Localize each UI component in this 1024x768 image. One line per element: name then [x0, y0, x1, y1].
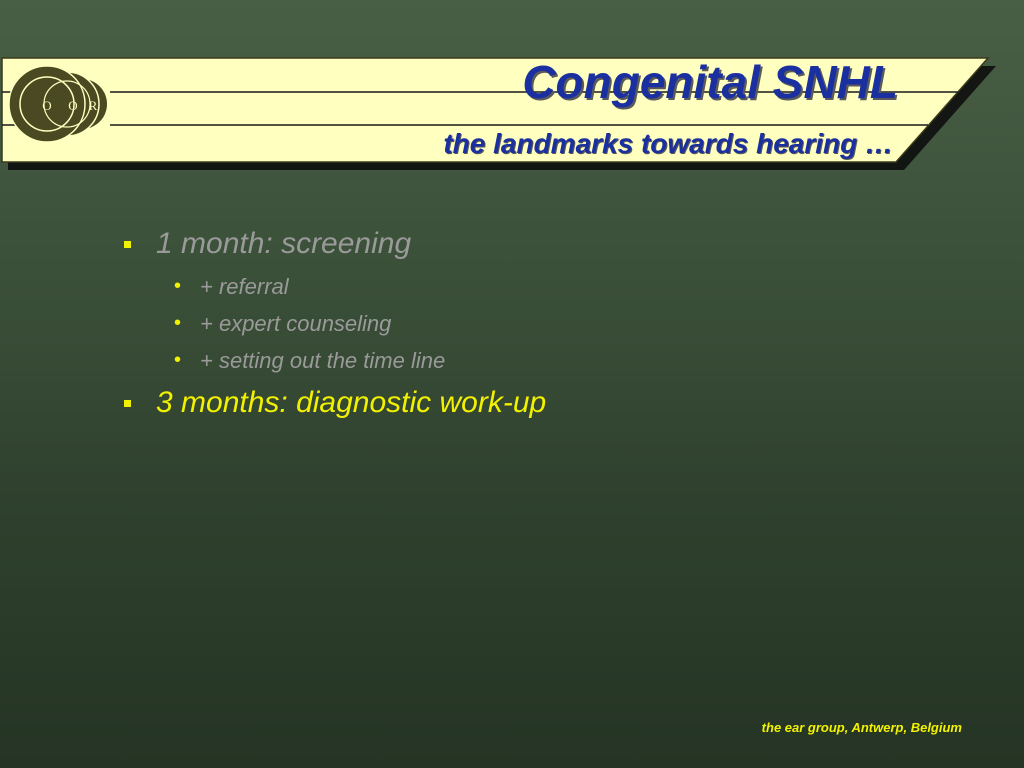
dot-bullet-icon: •	[174, 275, 182, 297]
bullet-list	[120, 222, 546, 425]
logo-letter-2: O	[68, 98, 78, 113]
dot-bullet-icon: •	[174, 312, 182, 334]
sub-bullet-item	[156, 268, 546, 305]
bullet-text: 1 month: screening	[156, 227, 412, 260]
sub-bullet-text: + referral	[200, 274, 289, 299]
bullet-item	[120, 222, 546, 379]
slide-title: Congenital SNHL	[522, 56, 898, 108]
sub-bullet-text: + setting out the time line	[200, 348, 446, 373]
slide-subtitle: the landmarks towards hearing …	[443, 128, 893, 159]
sub-bullet-item	[156, 342, 546, 379]
logo-letter-3: R	[88, 98, 98, 113]
square-bullet-icon	[124, 241, 131, 248]
square-bullet-icon	[124, 400, 131, 407]
sub-bullet-item	[156, 305, 546, 342]
sub-bullet-text: + expert counseling	[200, 311, 392, 336]
logo-letter-1: O	[42, 98, 52, 113]
bullet-text: 3 months: diagnostic work-up	[156, 386, 547, 419]
slide-footer: the ear group, Antwerp, Belgium	[761, 720, 962, 735]
dot-bullet-icon: •	[174, 349, 182, 371]
oor-logo	[9, 60, 110, 158]
sub-bullet-list	[156, 268, 546, 379]
bullet-item-active	[120, 381, 546, 425]
